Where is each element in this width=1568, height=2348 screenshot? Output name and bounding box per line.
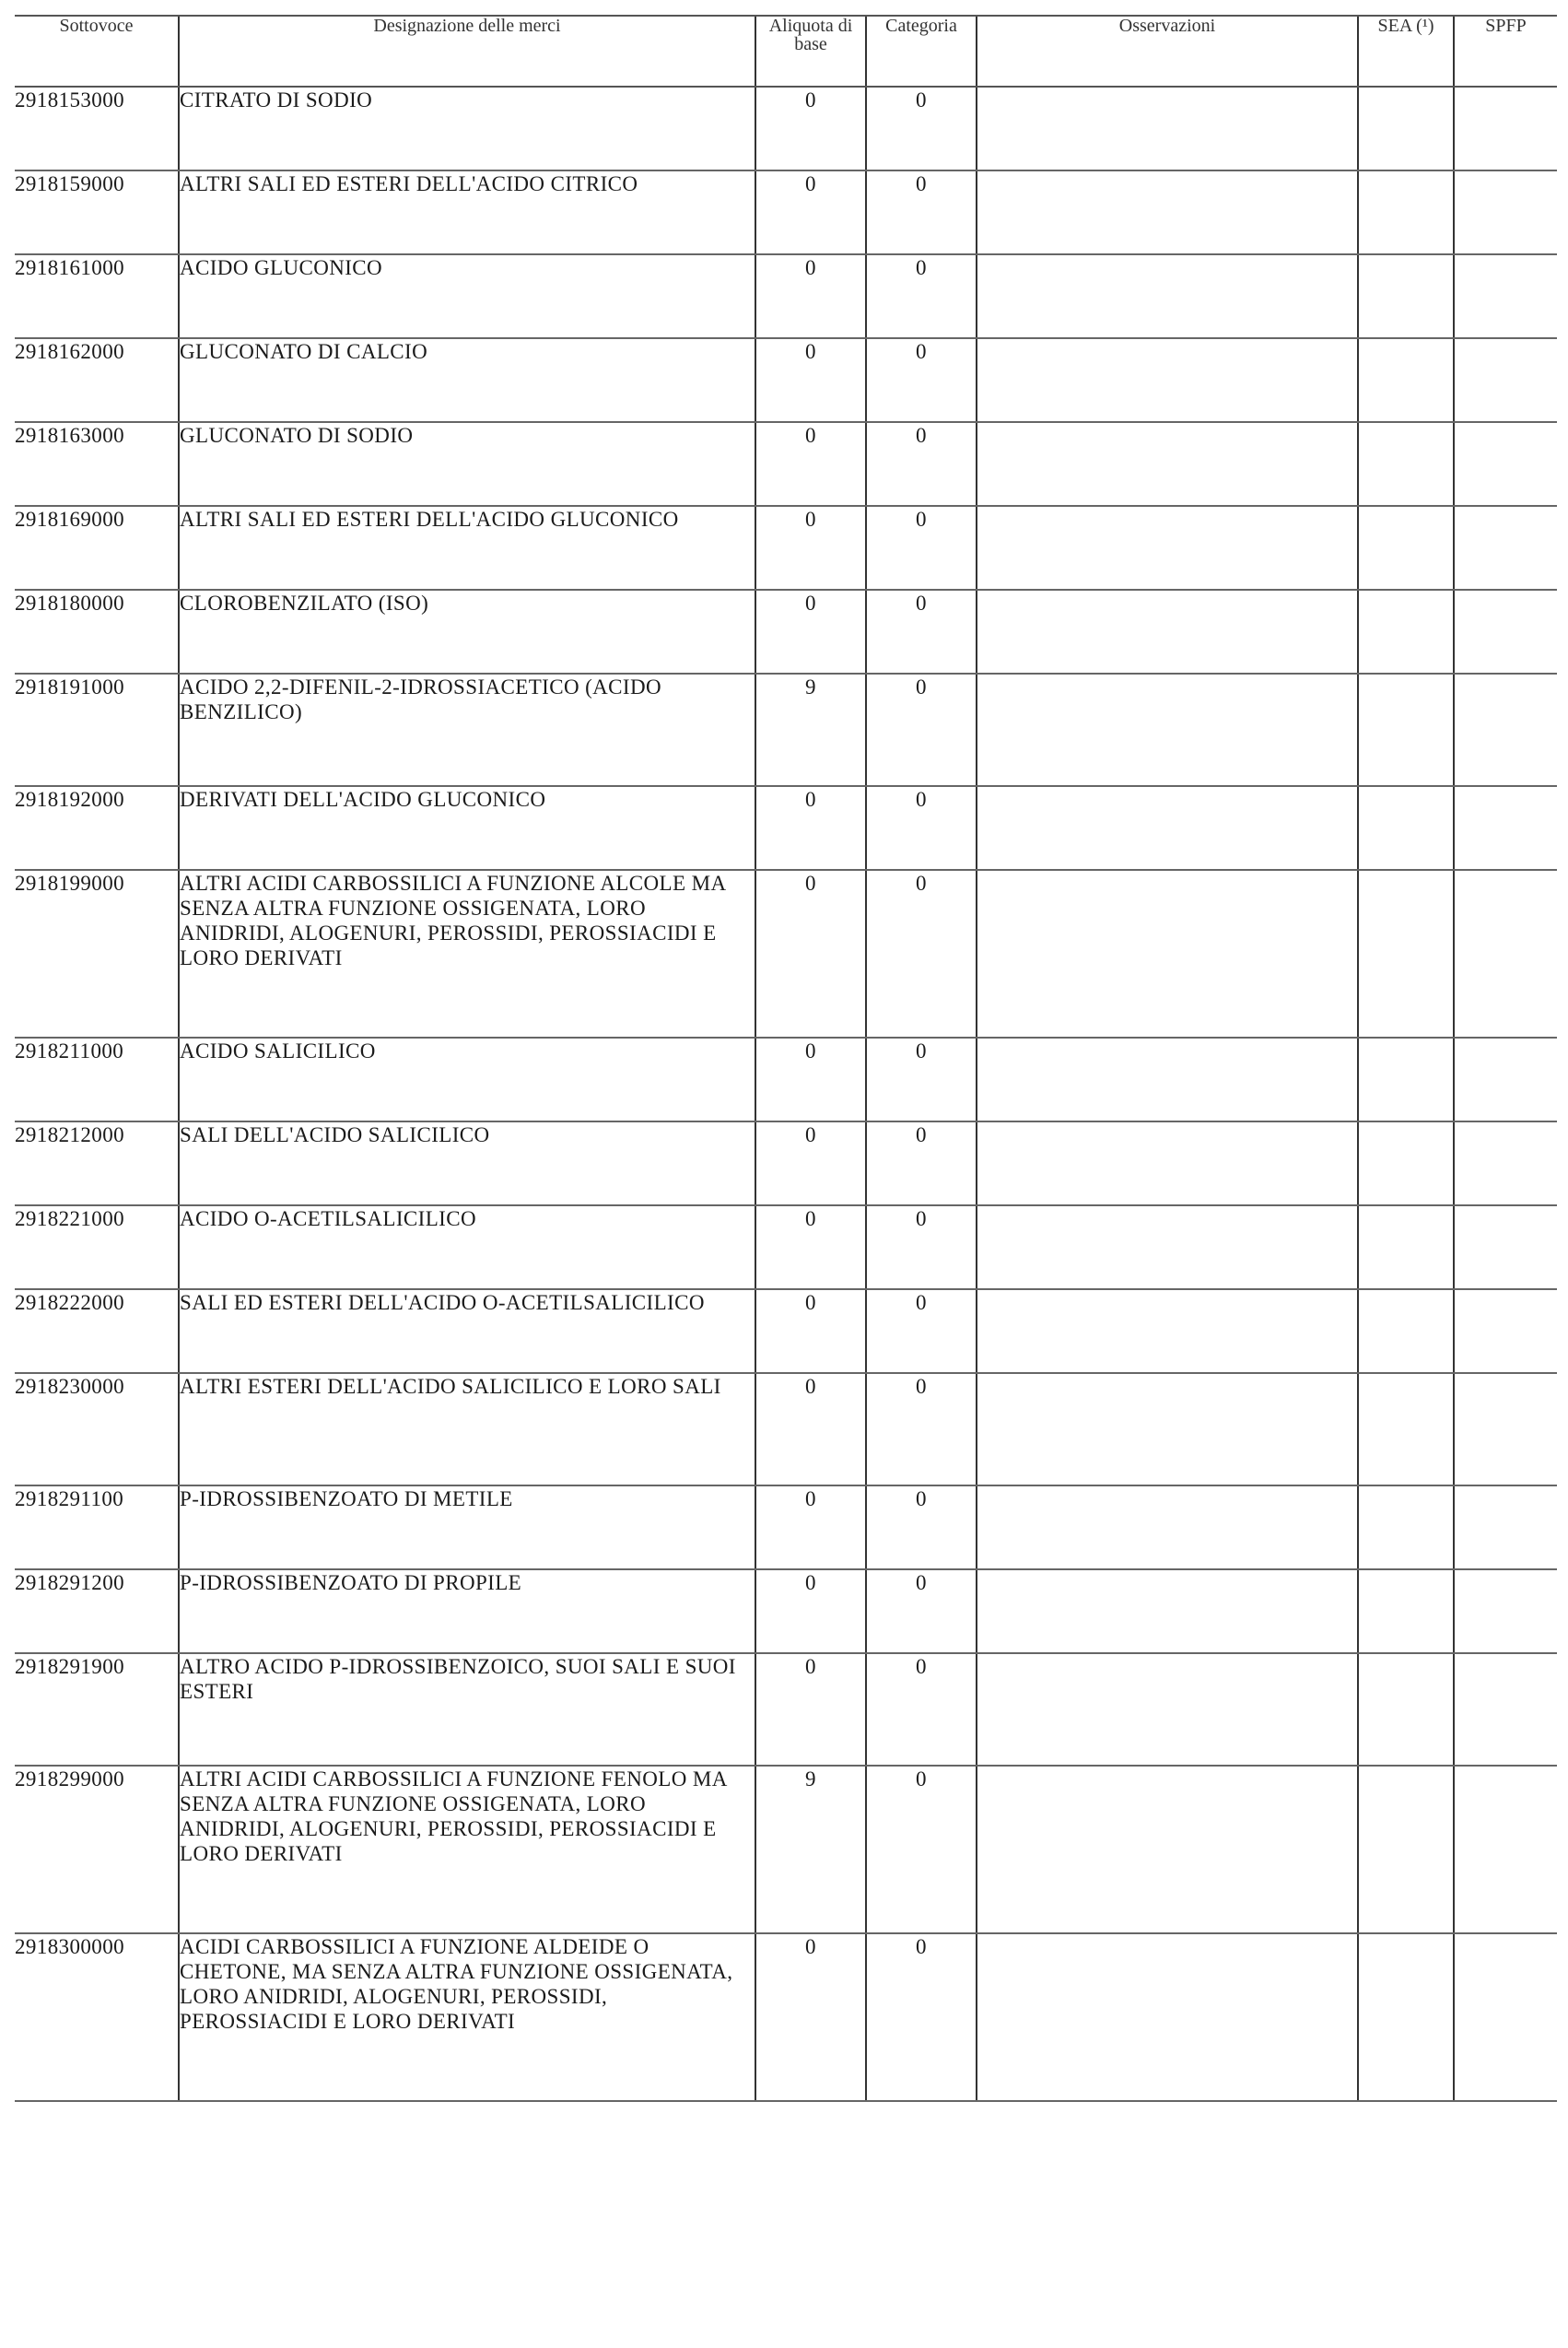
cell-spfp bbox=[1454, 1289, 1557, 1373]
table-row bbox=[15, 506, 1557, 590]
cell-categoria: 0 bbox=[866, 87, 977, 170]
table-row bbox=[15, 786, 1557, 870]
cell-osservazioni bbox=[977, 674, 1358, 786]
cell-categoria: 0 bbox=[866, 1485, 977, 1569]
cell-designazione: P-IDROSSIBENZOATO DI METILE bbox=[179, 1485, 755, 1569]
cell-osservazioni bbox=[977, 170, 1358, 254]
header-designazione: Designazione delle merci bbox=[179, 16, 755, 87]
cell-sottovoce: 2918191000 bbox=[15, 674, 179, 786]
cell-sottovoce: 2918291100 bbox=[15, 1485, 179, 1569]
cell-aliquota: 9 bbox=[755, 674, 866, 786]
cell-spfp bbox=[1454, 674, 1557, 786]
cell-sottovoce: 2918169000 bbox=[15, 506, 179, 590]
cell-aliquota: 0 bbox=[755, 1038, 866, 1121]
cell-sottovoce: 2918300000 bbox=[15, 1933, 179, 2101]
cell-sea bbox=[1358, 1205, 1454, 1289]
cell-sea bbox=[1358, 1373, 1454, 1485]
table-row bbox=[15, 590, 1557, 674]
table-row bbox=[15, 1485, 1557, 1569]
cell-designazione: ACIDO O-ACETILSALICILICO bbox=[179, 1205, 755, 1289]
cell-spfp bbox=[1454, 1373, 1557, 1485]
cell-categoria: 0 bbox=[866, 786, 977, 870]
cell-designazione: ALTRI ACIDI CARBOSSILICI A FUNZIONE FENOLO MA SENZA ALTRA FUNZIONE OSSIGENATA, LORO ANIDRIDI, ALOGENURI, PEROSSIDI, PEROSSIACIDI E LORO DERIVATI bbox=[179, 1766, 755, 1933]
table-row bbox=[15, 170, 1557, 254]
table-row bbox=[15, 1121, 1557, 1205]
cell-sea bbox=[1358, 1653, 1454, 1766]
cell-osservazioni bbox=[977, 87, 1358, 170]
cell-designazione: DERIVATI DELL'ACIDO GLUCONICO bbox=[179, 786, 755, 870]
cell-osservazioni bbox=[977, 1485, 1358, 1569]
cell-categoria: 0 bbox=[866, 1038, 977, 1121]
cell-spfp bbox=[1454, 1121, 1557, 1205]
cell-categoria: 0 bbox=[866, 1205, 977, 1289]
cell-osservazioni bbox=[977, 1121, 1358, 1205]
cell-designazione: CITRATO DI SODIO bbox=[179, 87, 755, 170]
cell-categoria: 0 bbox=[866, 1766, 977, 1933]
tariff-table bbox=[15, 15, 1557, 2102]
cell-spfp bbox=[1454, 1485, 1557, 1569]
cell-sottovoce: 2918161000 bbox=[15, 254, 179, 338]
cell-spfp bbox=[1454, 1569, 1557, 1653]
cell-osservazioni bbox=[977, 1373, 1358, 1485]
cell-spfp bbox=[1454, 1653, 1557, 1766]
cell-spfp bbox=[1454, 506, 1557, 590]
cell-aliquota: 0 bbox=[755, 422, 866, 506]
cell-designazione: SALI ED ESTERI DELL'ACIDO O-ACETILSALICILICO bbox=[179, 1289, 755, 1373]
cell-aliquota: 0 bbox=[755, 506, 866, 590]
header-aliquota: Aliquota di base bbox=[755, 16, 866, 87]
cell-osservazioni bbox=[977, 338, 1358, 422]
document-page bbox=[15, 15, 1557, 2102]
table-header-row bbox=[15, 16, 1557, 87]
cell-sea bbox=[1358, 590, 1454, 674]
cell-sea bbox=[1358, 338, 1454, 422]
cell-categoria: 0 bbox=[866, 590, 977, 674]
table-row bbox=[15, 674, 1557, 786]
cell-categoria: 0 bbox=[866, 674, 977, 786]
cell-osservazioni bbox=[977, 1933, 1358, 2101]
cell-osservazioni bbox=[977, 1653, 1358, 1766]
cell-designazione: ACIDO GLUCONICO bbox=[179, 254, 755, 338]
cell-spfp bbox=[1454, 1933, 1557, 2101]
table-row bbox=[15, 338, 1557, 422]
cell-aliquota: 0 bbox=[755, 1569, 866, 1653]
cell-designazione: ACIDI CARBOSSILICI A FUNZIONE ALDEIDE O CHETONE, MA SENZA ALTRA FUNZIONE OSSIGENATA, LORO ANIDRIDI, ALOGENURI, PEROSSIDI, PEROSSIACIDI E LORO DERIVATI bbox=[179, 1933, 755, 2101]
cell-osservazioni bbox=[977, 590, 1358, 674]
cell-designazione: ACIDO 2,2-DIFENIL-2-IDROSSIACETICO (ACIDO BENZILICO) bbox=[179, 674, 755, 786]
table-row bbox=[15, 1653, 1557, 1766]
cell-sottovoce: 2918222000 bbox=[15, 1289, 179, 1373]
cell-categoria: 0 bbox=[866, 170, 977, 254]
cell-sottovoce: 2918199000 bbox=[15, 870, 179, 1038]
cell-aliquota: 0 bbox=[755, 590, 866, 674]
cell-spfp bbox=[1454, 1038, 1557, 1121]
cell-designazione: P-IDROSSIBENZOATO DI PROPILE bbox=[179, 1569, 755, 1653]
cell-sottovoce: 2918153000 bbox=[15, 87, 179, 170]
cell-aliquota: 0 bbox=[755, 170, 866, 254]
cell-aliquota: 0 bbox=[755, 1121, 866, 1205]
cell-aliquota: 0 bbox=[755, 338, 866, 422]
header-spfp: SPFP bbox=[1454, 16, 1557, 87]
cell-sea bbox=[1358, 786, 1454, 870]
cell-categoria: 0 bbox=[866, 254, 977, 338]
cell-spfp bbox=[1454, 590, 1557, 674]
cell-sottovoce: 2918162000 bbox=[15, 338, 179, 422]
cell-categoria: 0 bbox=[866, 1373, 977, 1485]
cell-designazione: CLOROBENZILATO (ISO) bbox=[179, 590, 755, 674]
cell-osservazioni bbox=[977, 506, 1358, 590]
cell-sea bbox=[1358, 1485, 1454, 1569]
cell-designazione: GLUCONATO DI SODIO bbox=[179, 422, 755, 506]
cell-osservazioni bbox=[977, 254, 1358, 338]
cell-sottovoce: 2918180000 bbox=[15, 590, 179, 674]
cell-aliquota: 0 bbox=[755, 87, 866, 170]
table-row bbox=[15, 1766, 1557, 1933]
cell-aliquota: 0 bbox=[755, 1653, 866, 1766]
cell-designazione: ALTRI SALI ED ESTERI DELL'ACIDO CITRICO bbox=[179, 170, 755, 254]
cell-aliquota: 0 bbox=[755, 1485, 866, 1569]
table-row bbox=[15, 1038, 1557, 1121]
cell-osservazioni bbox=[977, 1569, 1358, 1653]
cell-osservazioni bbox=[977, 870, 1358, 1038]
cell-spfp bbox=[1454, 1766, 1557, 1933]
cell-sottovoce: 2918291900 bbox=[15, 1653, 179, 1766]
cell-sea bbox=[1358, 254, 1454, 338]
cell-aliquota: 9 bbox=[755, 1766, 866, 1933]
header-categoria: Categoria bbox=[866, 16, 977, 87]
cell-aliquota: 0 bbox=[755, 786, 866, 870]
cell-categoria: 0 bbox=[866, 1569, 977, 1653]
table-row bbox=[15, 422, 1557, 506]
cell-categoria: 0 bbox=[866, 870, 977, 1038]
cell-aliquota: 0 bbox=[755, 1933, 866, 2101]
cell-categoria: 0 bbox=[866, 1289, 977, 1373]
cell-sea bbox=[1358, 506, 1454, 590]
cell-sea bbox=[1358, 1038, 1454, 1121]
cell-spfp bbox=[1454, 422, 1557, 506]
header-osservazioni: Osservazioni bbox=[977, 16, 1358, 87]
cell-osservazioni bbox=[977, 1205, 1358, 1289]
cell-categoria: 0 bbox=[866, 1121, 977, 1205]
cell-sea bbox=[1358, 1766, 1454, 1933]
cell-sottovoce: 2918159000 bbox=[15, 170, 179, 254]
table-row bbox=[15, 1205, 1557, 1289]
cell-aliquota: 0 bbox=[755, 1373, 866, 1485]
cell-designazione: GLUCONATO DI CALCIO bbox=[179, 338, 755, 422]
cell-sottovoce: 2918211000 bbox=[15, 1038, 179, 1121]
cell-designazione: ALTRO ACIDO P-IDROSSIBENZOICO, SUOI SALI E SUOI ESTERI bbox=[179, 1653, 755, 1766]
cell-aliquota: 0 bbox=[755, 870, 866, 1038]
cell-designazione: ALTRI ESTERI DELL'ACIDO SALICILICO E LORO SALI bbox=[179, 1373, 755, 1485]
cell-categoria: 0 bbox=[866, 506, 977, 590]
cell-osservazioni bbox=[977, 1289, 1358, 1373]
cell-designazione: ACIDO SALICILICO bbox=[179, 1038, 755, 1121]
table-row bbox=[15, 870, 1557, 1038]
cell-osservazioni bbox=[977, 422, 1358, 506]
cell-osservazioni bbox=[977, 1038, 1358, 1121]
cell-spfp bbox=[1454, 786, 1557, 870]
cell-sottovoce: 2918299000 bbox=[15, 1766, 179, 1933]
header-sottovoce: Sottovoce bbox=[15, 16, 179, 87]
cell-categoria: 0 bbox=[866, 422, 977, 506]
cell-sea bbox=[1358, 422, 1454, 506]
cell-spfp bbox=[1454, 1205, 1557, 1289]
table-row bbox=[15, 1373, 1557, 1485]
table-row bbox=[15, 1289, 1557, 1373]
cell-aliquota: 0 bbox=[755, 1205, 866, 1289]
cell-spfp bbox=[1454, 338, 1557, 422]
cell-osservazioni bbox=[977, 786, 1358, 870]
table-row bbox=[15, 254, 1557, 338]
table-row bbox=[15, 1933, 1557, 2101]
cell-aliquota: 0 bbox=[755, 254, 866, 338]
table-row bbox=[15, 87, 1557, 170]
cell-sottovoce: 2918291200 bbox=[15, 1569, 179, 1653]
cell-spfp bbox=[1454, 254, 1557, 338]
cell-categoria: 0 bbox=[866, 338, 977, 422]
cell-sea bbox=[1358, 674, 1454, 786]
cell-sea bbox=[1358, 1289, 1454, 1373]
cell-categoria: 0 bbox=[866, 1653, 977, 1766]
cell-sottovoce: 2918163000 bbox=[15, 422, 179, 506]
cell-spfp bbox=[1454, 87, 1557, 170]
header-sea: SEA (¹) bbox=[1358, 16, 1454, 87]
cell-aliquota: 0 bbox=[755, 1289, 866, 1373]
cell-sottovoce: 2918212000 bbox=[15, 1121, 179, 1205]
cell-designazione: ALTRI ACIDI CARBOSSILICI A FUNZIONE ALCOLE MA SENZA ALTRA FUNZIONE OSSIGENATA, LORO ANIDRIDI, ALOGENURI, PEROSSIDI, PEROSSIACIDI E LORO DERIVATI bbox=[179, 870, 755, 1038]
cell-sea bbox=[1358, 1121, 1454, 1205]
cell-categoria: 0 bbox=[866, 1933, 977, 2101]
cell-designazione: ALTRI SALI ED ESTERI DELL'ACIDO GLUCONICO bbox=[179, 506, 755, 590]
cell-sea bbox=[1358, 1569, 1454, 1653]
cell-designazione: SALI DELL'ACIDO SALICILICO bbox=[179, 1121, 755, 1205]
cell-sottovoce: 2918230000 bbox=[15, 1373, 179, 1485]
cell-sea bbox=[1358, 170, 1454, 254]
cell-spfp bbox=[1454, 870, 1557, 1038]
table-row bbox=[15, 1569, 1557, 1653]
cell-sottovoce: 2918192000 bbox=[15, 786, 179, 870]
cell-sea bbox=[1358, 87, 1454, 170]
cell-sea bbox=[1358, 1933, 1454, 2101]
cell-spfp bbox=[1454, 170, 1557, 254]
cell-sea bbox=[1358, 870, 1454, 1038]
cell-osservazioni bbox=[977, 1766, 1358, 1933]
cell-sottovoce: 2918221000 bbox=[15, 1205, 179, 1289]
